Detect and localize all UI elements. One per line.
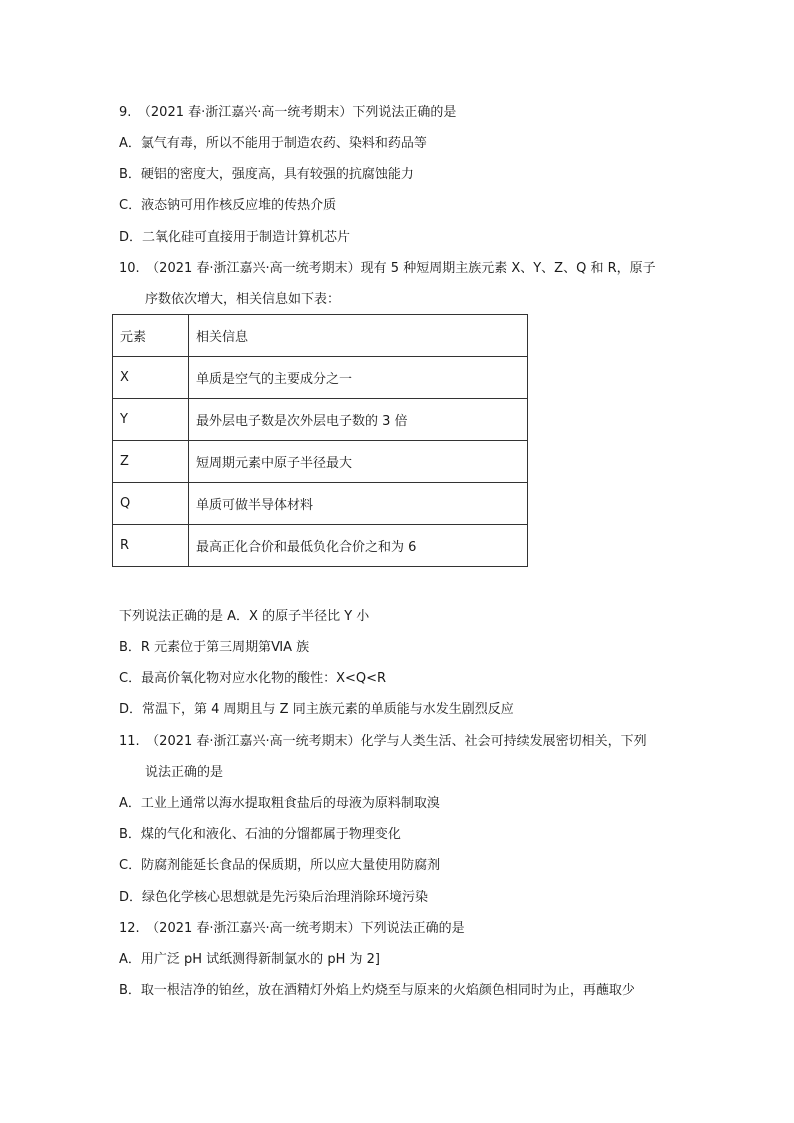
table-cell-element: Q (113, 483, 189, 525)
question-11-option-b: B．煤的气化和液化、石油的分馏都属于物理变化 (119, 827, 401, 842)
question-10-option-b: B．R 元素位于第三周期第ⅥA 族 (119, 640, 310, 655)
table-cell-info: 最外层电子数是次外层电子数的 3 倍 (189, 399, 528, 441)
question-11-title: 11. （2021 春·浙江嘉兴·高一统考期末）化学与人类生活、社会可持续发展密切相关，下列 (119, 734, 647, 749)
table-cell-info: 最高正化合价和最低负化合价之和为 6 (189, 525, 528, 567)
question-12-option-b: B．取一根洁净的铂丝，放在酒精灯外焰上灼烧至与原来的火焰颜色相同时为止，再蘸取少 (119, 983, 635, 998)
question-9-title: 9. （2021 春·浙江嘉兴·高一统考期末）下列说法正确的是 (119, 105, 457, 120)
table-header-cell: 元素 (113, 315, 189, 357)
table-row (113, 525, 528, 567)
table-row (113, 441, 528, 483)
question-11-option-c: C．防腐剂能延长食品的保质期，所以应大量使用防腐剂 (119, 858, 441, 873)
question-9-option-d: D．二氧化硅可直接用于制造计算机芯片 (119, 230, 351, 245)
question-9-option-c: C．液态钠可用作核反应堆的传热介质 (119, 198, 337, 213)
question-10-option-c: C．最高价氧化物对应水化物的酸性：X<Q<R (119, 671, 387, 686)
question-9-option-b: B．硬铝的密度大，强度高，具有较强的抗腐蚀能力 (119, 167, 414, 182)
table-cell-element: Z (113, 441, 189, 483)
table-cell-element: Y (113, 399, 189, 441)
table-cell-element: R (113, 525, 189, 567)
question-11-title-continued: 说法正确的是 (145, 765, 224, 780)
table-cell-info: 单质可做半导体材料 (189, 483, 528, 525)
question-10-stem: 下列说法正确的是 A．X 的原子半径比 Y 小 (119, 609, 370, 624)
table-header-row (113, 315, 528, 357)
table-row (113, 357, 528, 399)
question-9-option-a: A．氯气有毒，所以不能用于制造农药、染料和药品等 (119, 136, 427, 151)
question-12-option-a: A．用广泛 pH 试纸测得新制氯水的 pH 为 2] (119, 952, 380, 967)
question-10-title-continued: 序数依次增大，相关信息如下表： (145, 292, 341, 307)
question-10-option-d: D．常温下，第 4 周期且与 Z 同主族元素的单质能与水发生剧烈反应 (119, 702, 514, 717)
question-11-option-a: A．工业上通常以海水提取粗食盐后的母液为原料制取溴 (119, 796, 440, 811)
question-12-title: 12. （2021 春·浙江嘉兴·高一统考期末）下列说法正确的是 (119, 921, 465, 936)
table-row (113, 483, 528, 525)
table-header-cell: 相关信息 (189, 315, 528, 357)
element-info-table (112, 314, 528, 567)
table-cell-info: 短周期元素中原子半径最大 (189, 441, 528, 483)
question-10-title: 10. （2021 春·浙江嘉兴·高一统考期末）现有 5 种短周期主族元素 X、Y、Z、Q 和 R，原子 (119, 261, 656, 276)
table-row (113, 399, 528, 441)
question-11-option-d: D．绿色化学核心思想就是先污染后治理消除环境污染 (119, 890, 429, 905)
table-cell-info: 单质是空气的主要成分之一 (189, 357, 528, 399)
table-cell-element: X (113, 357, 189, 399)
